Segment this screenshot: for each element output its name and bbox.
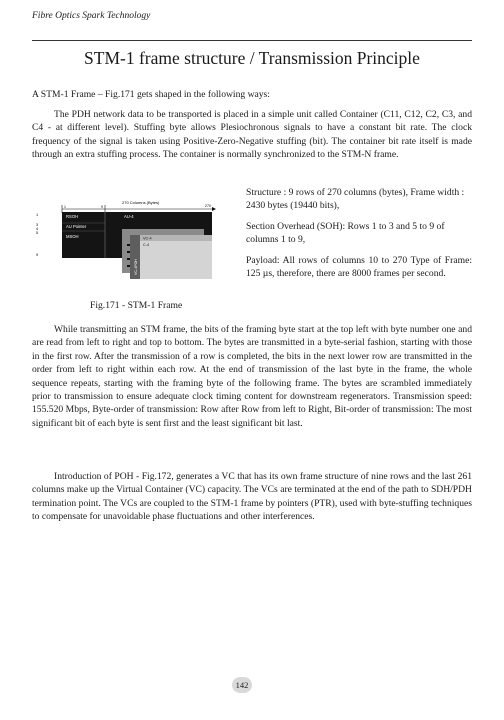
transmission-paragraph: While transmitting an STM frame, the bits of the framing byte start at the top left with byte number one and are read from left to right and top to bottom. The bytes are transmitted in a byte-serial fashion, starting with those in the first row. After the transmission of a row is completed, the bits in the next lower row are transmitted in the order from left to right within each row. At the end of transmission of the last byte in the frame, the whole sequence repeats, starting with the framing byte of the following frame. The bytes are scrambled immediately prior to transmission to ensure adequate clock timing content for downstream regenerators. Transmission speed: 155.520 Mbps, Byte-order of transmission: Row after Row from left to Right, Bit-order of transmission: The most significant bit of each byte is sent first and the least significant bit last.	[32, 324, 472, 429]
header-rule	[32, 40, 472, 41]
row-number-1: 1	[36, 213, 39, 217]
column-number-9: 9	[101, 205, 103, 209]
c4-label: C-4	[143, 243, 150, 247]
column-arrow-head	[212, 207, 216, 211]
poh-paragraph: Introduction of POH - Fig.172, generates a VC that has its own frame structure of nine rows and the last 261 columns make up the Virtual Container (VC) capacity. The VCs are terminated at the end of the path to SDH/PDH termination point. The VCs are coupled to the STM-1 frame by pointers (PTR), used with byte-stuffing techniques to compensate for unavoidable phase fluctuations and other interferences.	[32, 471, 472, 523]
row-number-9: 9	[36, 253, 39, 257]
payload-text: Payload: All rows of columns 10 to 270 Type of Frame: 125 µs, therefore, there are 8000 frames per second.	[246, 255, 472, 280]
msoh-label: MSOH	[66, 234, 79, 239]
pointer-mark	[127, 258, 130, 260]
page-number: 142	[232, 677, 252, 693]
au4-label: AU-4	[124, 214, 134, 219]
header-title: Fibre Optics Spark Technology	[32, 11, 151, 21]
column-number-start: 1	[64, 205, 66, 209]
row-number-3: 3	[36, 223, 39, 227]
intro-paragraph: A STM-1 Frame – Fig.171 gets shaped in the following ways:	[32, 89, 270, 100]
vc4-label: VC-4	[143, 236, 152, 241]
rsoh-label: RSOH	[66, 214, 79, 219]
columns-label: 270 Columns (Bytes)	[122, 200, 160, 205]
pointer-mark	[127, 244, 130, 246]
vc4-poh-label: VC-4POH	[134, 259, 138, 275]
column-number-end: 270	[205, 204, 211, 208]
stm1-frame-diagram	[30, 195, 240, 295]
container-paragraph: The PDH network data to be transported is placed in a simple unit called Container (C11, C12, C2, C3, and C4 - at different level). Stuffing byte allows Plesiochronous signals to have a constant bit rate. The clock frequency of the signal is taken using Positive-Zero-Negative stuffing (bit). The container bit rate itself is made through an extra stuffing process. The container is normally synchronized to the STM-N frame.	[32, 109, 472, 161]
row-number-4: 4	[36, 227, 39, 231]
page-title: STM-1 frame structure / Transmission Principle	[84, 48, 420, 68]
row-number-5: 5	[36, 231, 39, 235]
soh-text: Section Overhead (SOH): Rows 1 to 3 and 5 to 9 of columns 1 to 9,	[246, 221, 445, 246]
running-header	[32, 5, 472, 23]
pointer-mark	[127, 251, 130, 253]
figure-caption: Fig.171 - STM-1 Frame	[90, 300, 183, 311]
c4-block	[140, 241, 212, 279]
au-pointer-label: AU Pointer	[66, 224, 87, 229]
structure-text: Structure : 9 rows of 270 columns (bytes), Frame width : 2430 bytes (19440 bits),	[246, 187, 465, 212]
pointer-mark	[127, 265, 130, 267]
